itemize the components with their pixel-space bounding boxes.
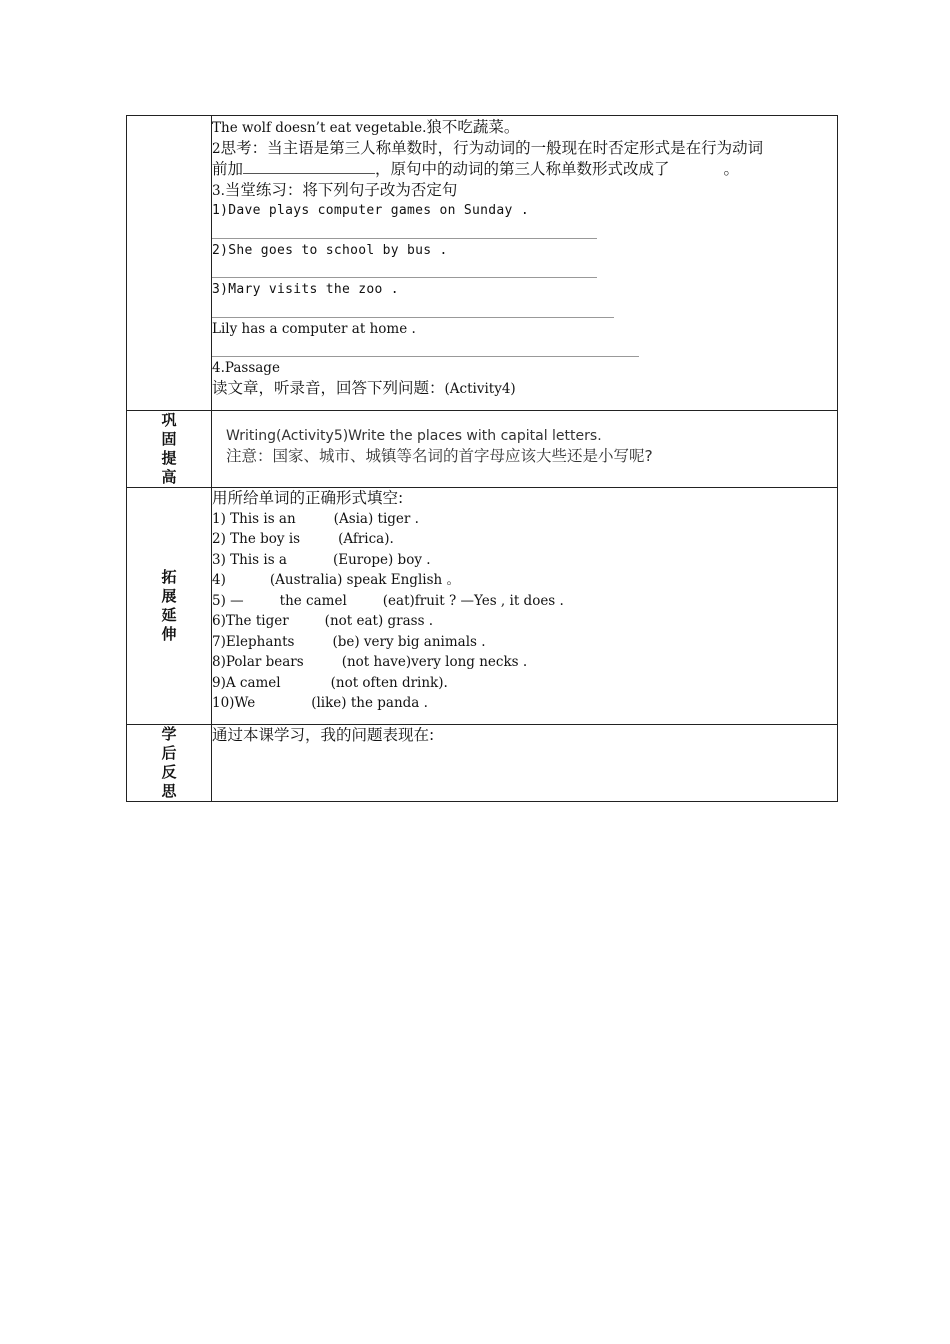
row-extend — [127, 488, 838, 725]
fill-item-9-hint: (not often drink). — [330, 674, 448, 691]
fill-item-1-hint: (Asia) tiger . — [333, 510, 419, 527]
row-practice — [127, 116, 838, 411]
fill-item-2 — [212, 529, 837, 550]
row-consolidate-content — [212, 411, 838, 488]
row-reflect-content[interactable] — [212, 725, 838, 802]
row-reflect-label — [127, 725, 212, 802]
row-consolidate — [127, 411, 838, 488]
sentence-2: 2)She goes to school by bus . — [212, 242, 448, 258]
read-instruction-en: (Activity4) — [444, 380, 516, 397]
passage-heading: 4.Passage — [212, 360, 280, 376]
row-practice-content — [212, 116, 838, 411]
wolf-sentence-cn: 狼不吃蔬菜。 — [426, 118, 520, 136]
wolf-line — [212, 118, 837, 139]
fill-item-1 — [212, 509, 837, 530]
fill-item-2-hint: (Africa). — [338, 531, 394, 547]
consolidate-label-text: 巩固提高 — [161, 411, 177, 486]
capital-note: 注意：国家、城市、城镇等名词的首字母应该大些还是小写呢? — [226, 446, 653, 465]
read-instruction — [212, 379, 837, 400]
sentence-1: 1)Dave plays computer games on Sunday . — [212, 203, 529, 218]
writing-task: Writing(Activity5)Write the places with capital letters. — [226, 428, 602, 444]
fill-item-3-text: 3) This is a — [212, 551, 287, 568]
row-reflect — [127, 725, 838, 802]
fill-item-3-hint: (Europe) boy . — [332, 551, 431, 568]
sentence-4: Lily has a computer at home . — [212, 320, 416, 337]
extend-label-text: 拓展延伸 — [161, 568, 177, 643]
think-line-1 — [212, 139, 837, 160]
fill-item-6-hint: (not eat) grass . — [324, 613, 434, 629]
fill-item-5-text: 5) — — [212, 592, 244, 609]
fill-item-10 — [212, 693, 837, 714]
answer-line-3[interactable] — [212, 300, 614, 318]
fill-item-10-text: 10)We — [212, 695, 256, 711]
think-prefix: 前加 — [212, 160, 244, 178]
practice-number: 3. — [212, 182, 225, 199]
fill-item-1-text: 1) This is an — [212, 510, 296, 527]
wolf-sentence-en: The wolf doesn’t eat vegetable. — [212, 120, 427, 136]
row-practice-label — [127, 116, 212, 411]
think-middle: ，原句中的动词的第三人称单数形式改成了 — [375, 160, 670, 178]
fill-item-8-hint: (not have)very long necks . — [341, 654, 528, 670]
fill-item-7-hint: (be) very big animals . — [332, 633, 486, 650]
reflect-label-text: 学后反思 — [161, 725, 177, 800]
think-text: 思考：当主语是第三人称单数时，行为动词的一般现在时否定形式是在行为动词 — [220, 138, 764, 157]
row-consolidate-label — [127, 411, 212, 488]
fill-item-7 — [212, 632, 837, 653]
fill-item-5-hint: (eat)fruit ? —Yes , it does . — [382, 592, 564, 609]
fill-item-10-hint: (like) the panda . — [311, 695, 428, 711]
think-blank-1[interactable] — [243, 159, 375, 174]
practice-text: 当堂练习：将下列句子改为否定句 — [224, 180, 458, 199]
read-instruction-cn: 读文章，听录音，回答下列问题： — [212, 378, 445, 397]
fill-item-9 — [212, 673, 837, 694]
fill-item-6 — [212, 611, 837, 632]
fill-heading: 用所给单词的正确形式填空: — [212, 489, 404, 507]
fill-item-5-subject: the camel — [279, 592, 347, 609]
worksheet-table — [126, 115, 838, 802]
fill-item-8 — [212, 652, 837, 673]
worksheet — [126, 115, 838, 802]
fill-item-3 — [212, 550, 837, 571]
think-end: 。 — [723, 160, 740, 178]
row-extend-content — [212, 488, 838, 725]
fill-item-4 — [212, 570, 837, 591]
practice-heading — [212, 181, 837, 202]
fill-item-7-text: 7)Elephants — [212, 633, 295, 650]
fill-item-4-text: 4) — [212, 572, 226, 588]
think-number: 2 — [212, 140, 221, 157]
fill-item-5 — [212, 591, 837, 612]
think-line-2 — [212, 159, 837, 181]
fill-item-8-text: 8)Polar bears — [212, 654, 304, 670]
row-extend-label — [127, 488, 212, 725]
reflect-prompt: 通过本课学习，我的问题表现在: — [212, 726, 435, 744]
fill-item-4-hint: (Australia) speak English 。 — [269, 572, 460, 588]
answer-line-4[interactable] — [212, 339, 639, 357]
fill-item-6-text: 6)The tiger — [212, 613, 289, 629]
fill-item-9-text: 9)A camel — [212, 674, 281, 691]
answer-line-1[interactable] — [212, 221, 597, 239]
answer-line-2[interactable] — [212, 260, 597, 278]
fill-item-2-text: 2) The boy is — [212, 531, 301, 547]
sentence-3: 3)Mary visits the zoo . — [212, 282, 399, 297]
